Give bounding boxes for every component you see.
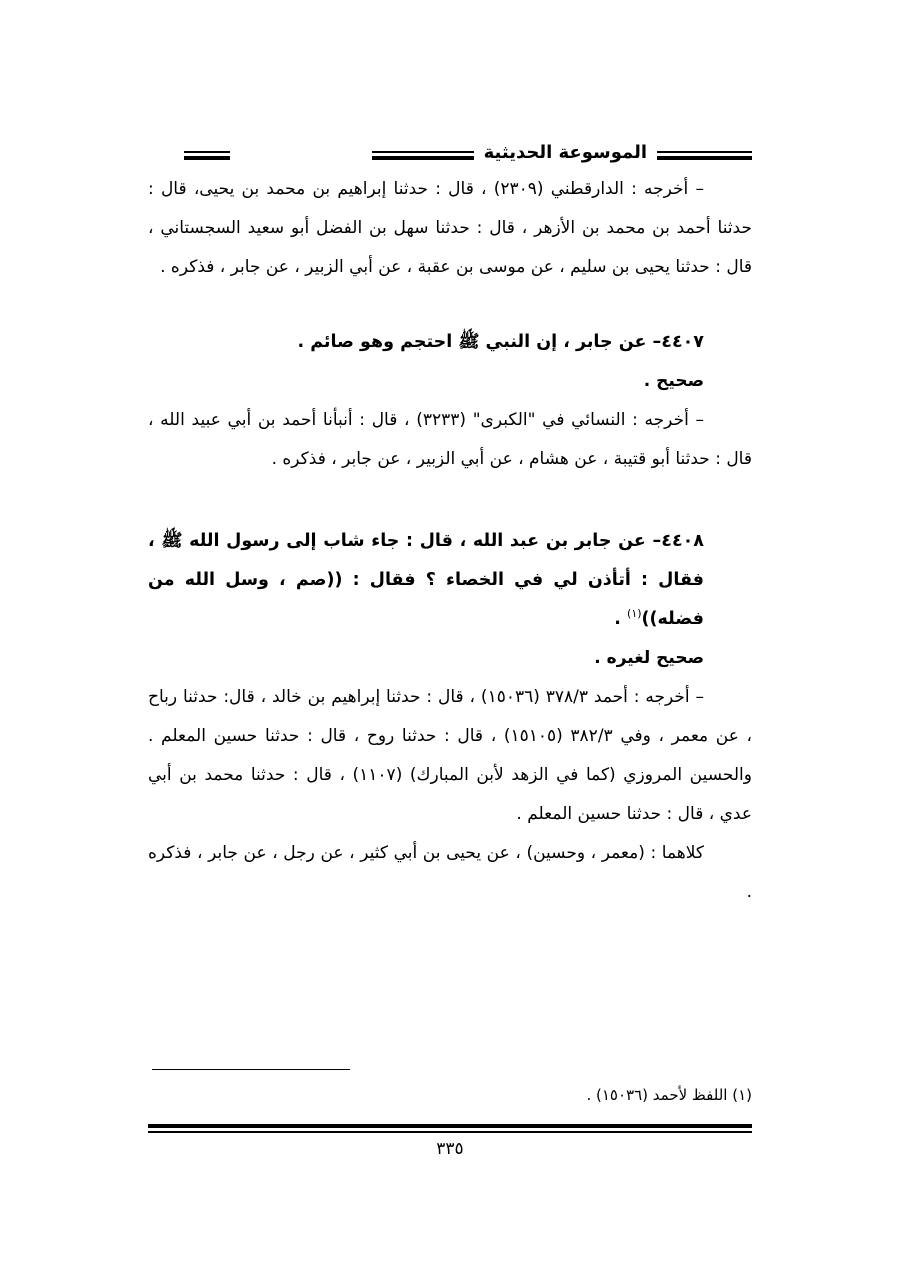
footnote-ref: (١)	[627, 607, 642, 621]
footer-rule-thin	[148, 1131, 752, 1133]
hadith-4408-body: ٤٤٠٨– عن جابر بن عبد الله ، قال : جاء شاب إلى رسول الله ﷺ ، فقال : أتأذن لي في الخصاء ؟ فقال : ((صم ، وسل الله من فضله))	[148, 531, 704, 629]
takhrij-previous: – أخرجه : الدارقطني (٢٣٠٩) ، قال : حدثنا إبراهيم بن محمد بن يحيى، قال : حدثنا أحمد بن محمد بن الأزهر ، قال : حدثنا سهل بن الفضل أبو سعيد السجستاني ، قال : حدثنا يحيى بن سليم ، عن موسى بن عقبة ، عن أبي الزبير ، عن جابر ، فذكره .	[148, 179, 752, 277]
hadith-4408-end: .	[614, 609, 628, 629]
hadith-4408-grade: صحيح لغيره .	[594, 648, 704, 668]
page-number: ٣٣٥	[436, 1139, 464, 1159]
hadith-4407-text: ٤٤٠٧– عن جابر ، إن النبي ﷺ احتجم وهو صائم .	[297, 332, 704, 352]
hadith-4408-takhrij: – أخرجه : أحمد ٣٧٨/٣ (١٥٠٣٦) ، قال : حدثنا إبراهيم بن خالد ، قال: حدثنا رباح ، عن معمر ، وفي ٣٨٢/٣ (١٥١٠٥) ، قال : حدثنا روح ، قال : حدثنا حسين المعلم . والحسين المروزي (كما في الزهد لأبن المبارك) (١١٠٧) ، قال : حدثنا محمد بن أبي عدي ، قال : حدثنا حسين المعلم .	[148, 687, 752, 824]
header-rule-left	[184, 151, 230, 160]
footer-rule-thick	[148, 1124, 752, 1128]
hadith-4408-summary: كلاهما : (معمر ، وحسين) ، عن يحيى بن أبي كثير ، عن رجل ، عن جابر ، فذكره .	[148, 843, 752, 902]
hadith-4407-grade: صحيح .	[643, 371, 704, 391]
running-header	[148, 140, 752, 170]
hadith-4408-text	[148, 522, 752, 639]
page-body	[148, 140, 752, 912]
header-title: الموسوعة الحديثية	[474, 142, 657, 163]
hadith-4407-takhrij: – أخرجه : النسائي في "الكبرى" (٣٢٣٣) ، قال : أنبأنا أحمد بن أبي عبيد الله ، قال : حدثنا أبو قتيبة ، عن هشام ، عن أبي الزبير ، عن جابر ، فذكره .	[148, 410, 752, 469]
footnote: (١) اللفظ لأحمد (١٥٠٣٦) .	[586, 1086, 752, 1104]
footnote-separator	[152, 1069, 350, 1070]
